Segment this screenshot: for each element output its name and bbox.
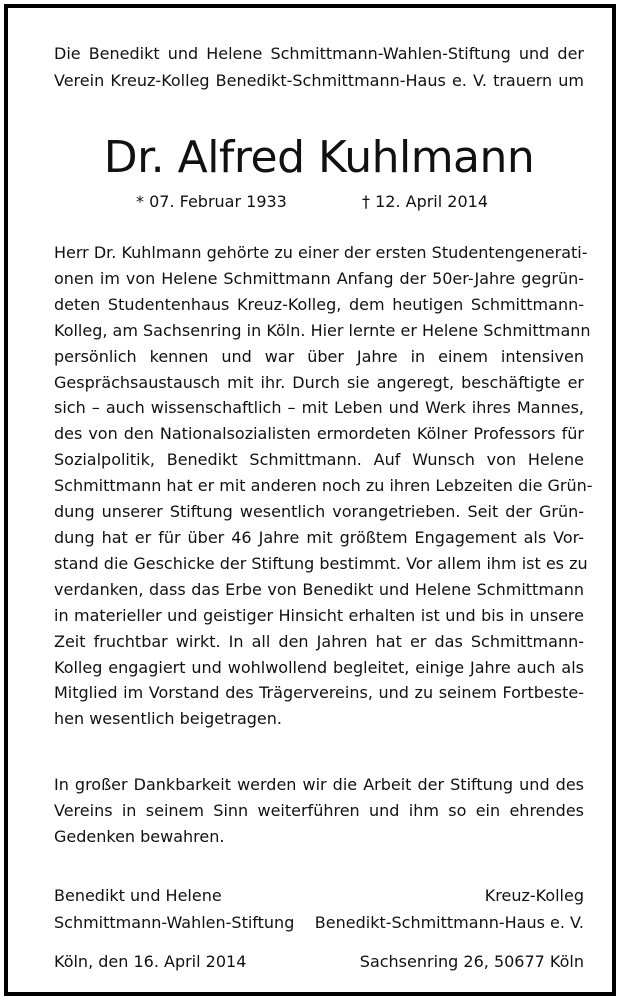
tribute-line: Gesprächsaustausch mit ihr. Durch sie angeregt, beschäftigte er	[54, 372, 584, 392]
tribute-line: Mitglied im Vorstand des Trägervereins, und zu seinem Fortbeste-	[54, 683, 584, 703]
death-date: † 12. April 2014	[362, 192, 488, 211]
tribute-line: deten Studentenhaus Kreuz-Kolleg, dem heutigen Schmittmann-	[54, 294, 584, 314]
intro-line-1: Die Benedikt und Helene Schmittmann-Wahlen-Stiftung und der	[54, 44, 584, 63]
deceased-name: Dr. Alfred Kuhlmann	[103, 132, 535, 183]
closing-line: Vereins in seinem Sinn weiterführen und ihm so ein ehrendes	[54, 801, 584, 820]
tribute-line: hen wesentlich beigetragen.	[54, 709, 282, 729]
tribute-line: persönlich kennen und war über Jahre in einem intensiven	[54, 346, 584, 366]
place-date: Köln, den 16. April 2014	[54, 952, 247, 971]
signatory-foundation-line-2: Schmittmann-Wahlen-Stiftung	[54, 913, 295, 932]
tribute-line: Kolleg, am Sachsenring in Köln. Hier lernte er Helene Schmittmann	[54, 320, 591, 340]
footer	[54, 948, 584, 976]
signatory-association-line-2: Benedikt-Schmittmann-Haus e. V.	[314, 913, 584, 932]
closing-paragraph	[54, 772, 584, 850]
signatory-association	[315, 882, 584, 936]
address: Sachsenring 26, 50677 Köln	[359, 952, 584, 971]
closing-line: In großer Dankbarkeit werden wir die Arbeit der Stiftung und des	[54, 775, 584, 794]
tribute-line: dung unserer Stiftung wesentlich vorangetrieben. Seit der Grün-	[54, 502, 584, 522]
obituary-content	[54, 40, 593, 971]
closing-line: Gedenken bewahren.	[54, 827, 225, 846]
tribute-paragraph	[54, 240, 593, 732]
birth-date: * 07. Februar 1933	[136, 192, 287, 211]
signatory-foundation-line-1: Benedikt und Helene	[54, 886, 222, 905]
signatories	[54, 882, 584, 938]
tribute-line: dung hat er für über 46 Jahre mit größtem Engagement als Vor-	[54, 527, 584, 547]
signatory-association-line-1: Kreuz-Kolleg	[484, 886, 584, 905]
tribute-line: Schmittmann hat er mit anderen noch zu ihren Lebzeiten die Grün-	[54, 476, 593, 496]
tribute-line: Zeit fruchtbar wirkt. In all den Jahren hat er das Schmittmann-	[54, 631, 584, 651]
tribute-line: stand die Geschicke der Stiftung bestimmt. Vor allem ihm ist es zu	[54, 553, 588, 573]
tribute-line: verdanken, dass das Erbe von Benedikt und Helene Schmittmann	[54, 579, 584, 599]
tribute-line: Kolleg engagiert und wohlwollend begleitet, einige Jahre auch als	[54, 657, 584, 677]
signatory-foundation	[54, 882, 294, 936]
tribute-line: sich – auch wissenschaftlich – mit Leben und Werk ihres Mannes,	[54, 398, 584, 418]
tribute-line: Herr Dr. Kuhlmann gehörte zu einer der ersten Studentengenerati-	[54, 243, 588, 262]
tribute-line: in materieller und geistiger Hinsicht erhalten ist und bis in unsere	[54, 605, 584, 625]
obituary-frame	[4, 4, 616, 996]
intro-line-2: Verein Kreuz-Kolleg Benedikt-Schmittmann-Haus e. V. trauern um	[54, 71, 584, 90]
tribute-line: Sozialpolitik, Benedikt Schmittmann. Auf Wunsch von Helene	[54, 450, 584, 470]
tribute-line: onen im von Helene Schmittmann Anfang der 50er-Jahre gegrün-	[54, 268, 584, 288]
tribute-line: des von den Nationalsozialisten ermordeten Kölner Professors für	[54, 424, 584, 444]
intro-text	[54, 40, 584, 94]
